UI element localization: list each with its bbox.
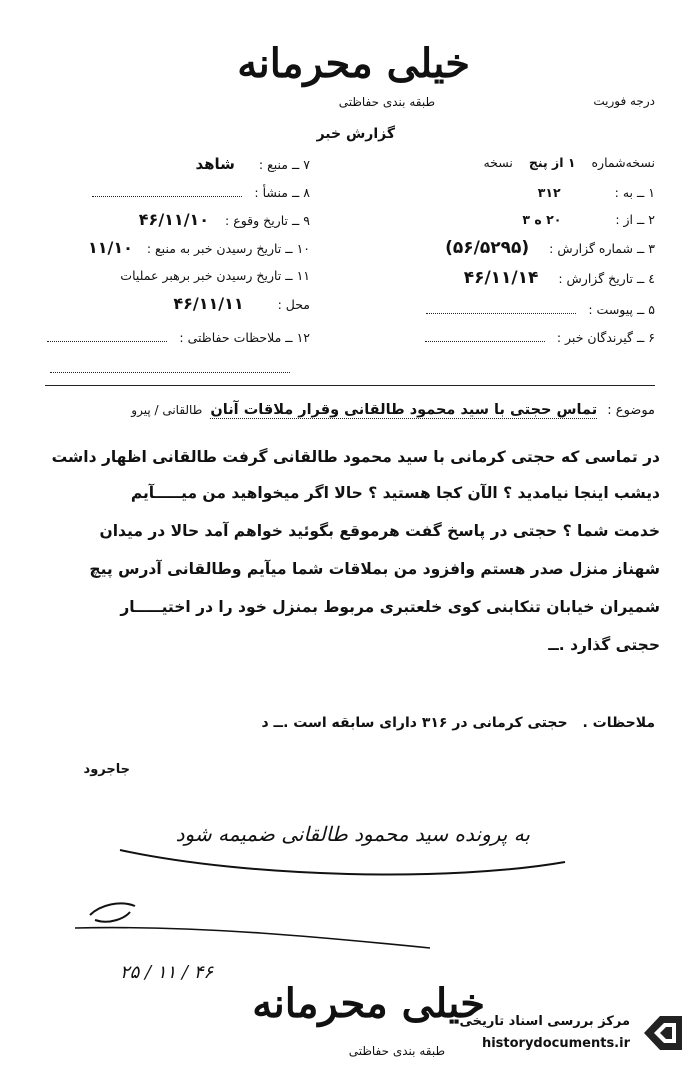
field-source: ۷ ــ منبع : شاهد <box>195 155 310 173</box>
note-underline-stroke <box>120 850 565 875</box>
classification-stamp-top: خیلی محرمانه <box>237 40 470 87</box>
field-security-notes: ۱۲ ــ ملاحظات حفاظتی : <box>47 330 310 345</box>
field-origin: ۸ ــ منشأ : <box>92 185 310 200</box>
classification-label-bottom: طبقه بندی حفاظتی <box>348 1044 445 1058</box>
field-to: ۱ ــ به : ۳۱۲ <box>537 185 655 200</box>
report-title: گزارش خبر <box>316 126 395 142</box>
long-stroke <box>75 928 430 948</box>
watermark-org: مرکز بررسی اسناد تاریخی <box>459 1014 630 1029</box>
field-copy-number: نسخه‌شماره ۱ از پنج نسخه <box>483 155 655 170</box>
body-line-1: در تماسی که حجتی کرمانی با سید محمود طالقانی گرفت طالقانی اظهار داشت <box>51 448 660 466</box>
body-line-4: شهناز منزل صدر هستم وافزود من بملاقات شما میآیم وطالقانی آدرس پیچ <box>89 560 660 578</box>
body-line-3: خدمت شما ؟ حجتی در پاسخ گفت هرموقع بگوئید خواهم آمد حالا در میدان <box>99 522 660 540</box>
field-report-date: ٤ ــ تاریخ گزارش : ۴۶/۱۱/۱۴ <box>463 268 655 288</box>
watermark-url: historydocuments.ir <box>481 1036 630 1051</box>
field-from: ۲ ــ از : ۲۰ ه ۳ <box>522 212 655 227</box>
field-news-to-leader-date: ۱۱ ــ تاریخ رسیدن خبر برهبر عملیات <box>120 268 310 283</box>
field-location: محل : ۴۶/۱۱/۱۱ <box>173 294 310 313</box>
subject-line: موضوع : تماس حجتی با سید محمود طالقانی وقرار ملاقات آنان طالقانی / پیرو <box>131 402 655 418</box>
watermark-logo-icon <box>640 1010 686 1056</box>
body-line-2: دیشب اینجا نیامدید ؟ الآن کجا هستید ؟ حالا اگر میخواهید من میـــــآیم <box>130 484 660 502</box>
field-news-to-source-date: ۱۰ ــ تاریخ رسیدن خبر به منبع : ۱۱/۱۰ <box>87 238 310 257</box>
priority-label: درجه فوریت <box>593 94 655 108</box>
signature-jajrud: جاجرود <box>83 762 130 777</box>
classification-label-top: طبقه بندی حفاظتی <box>338 95 435 109</box>
body-line-5: شمیران خیابان تنکابنی کوی خلعتبری مربوط بمنزل خود را در اختیـــــار <box>120 598 660 616</box>
remarks-line: ملاحظات . حجتی کرمانی در ۳۱۶ دارای سابقه است .ــ د <box>261 715 655 731</box>
classification-stamp-bottom: خیلی محرمانه <box>252 980 485 1027</box>
field-attachment: ۵ ــ پیوست : <box>426 302 655 317</box>
handwritten-note: به پرونده سید محمود طالقانی ضمیمه شود <box>175 822 530 846</box>
body-line-6: حجتی گذارد .ــ <box>548 636 660 654</box>
field-report-number: ۳ ــ شماره گزارش : (۵۶/۵۲۹۵) <box>445 238 655 258</box>
initials-stroke <box>90 903 135 921</box>
field-recipients: ۶ ــ گیرندگان خبر : <box>425 330 655 345</box>
field-occurrence-date: ۹ ــ تاریخ وقوع : ۴۶/۱۱/۱۰ <box>138 210 310 229</box>
handwritten-date: ۲۵ / ۱۱ / ۴۶ <box>120 962 214 983</box>
